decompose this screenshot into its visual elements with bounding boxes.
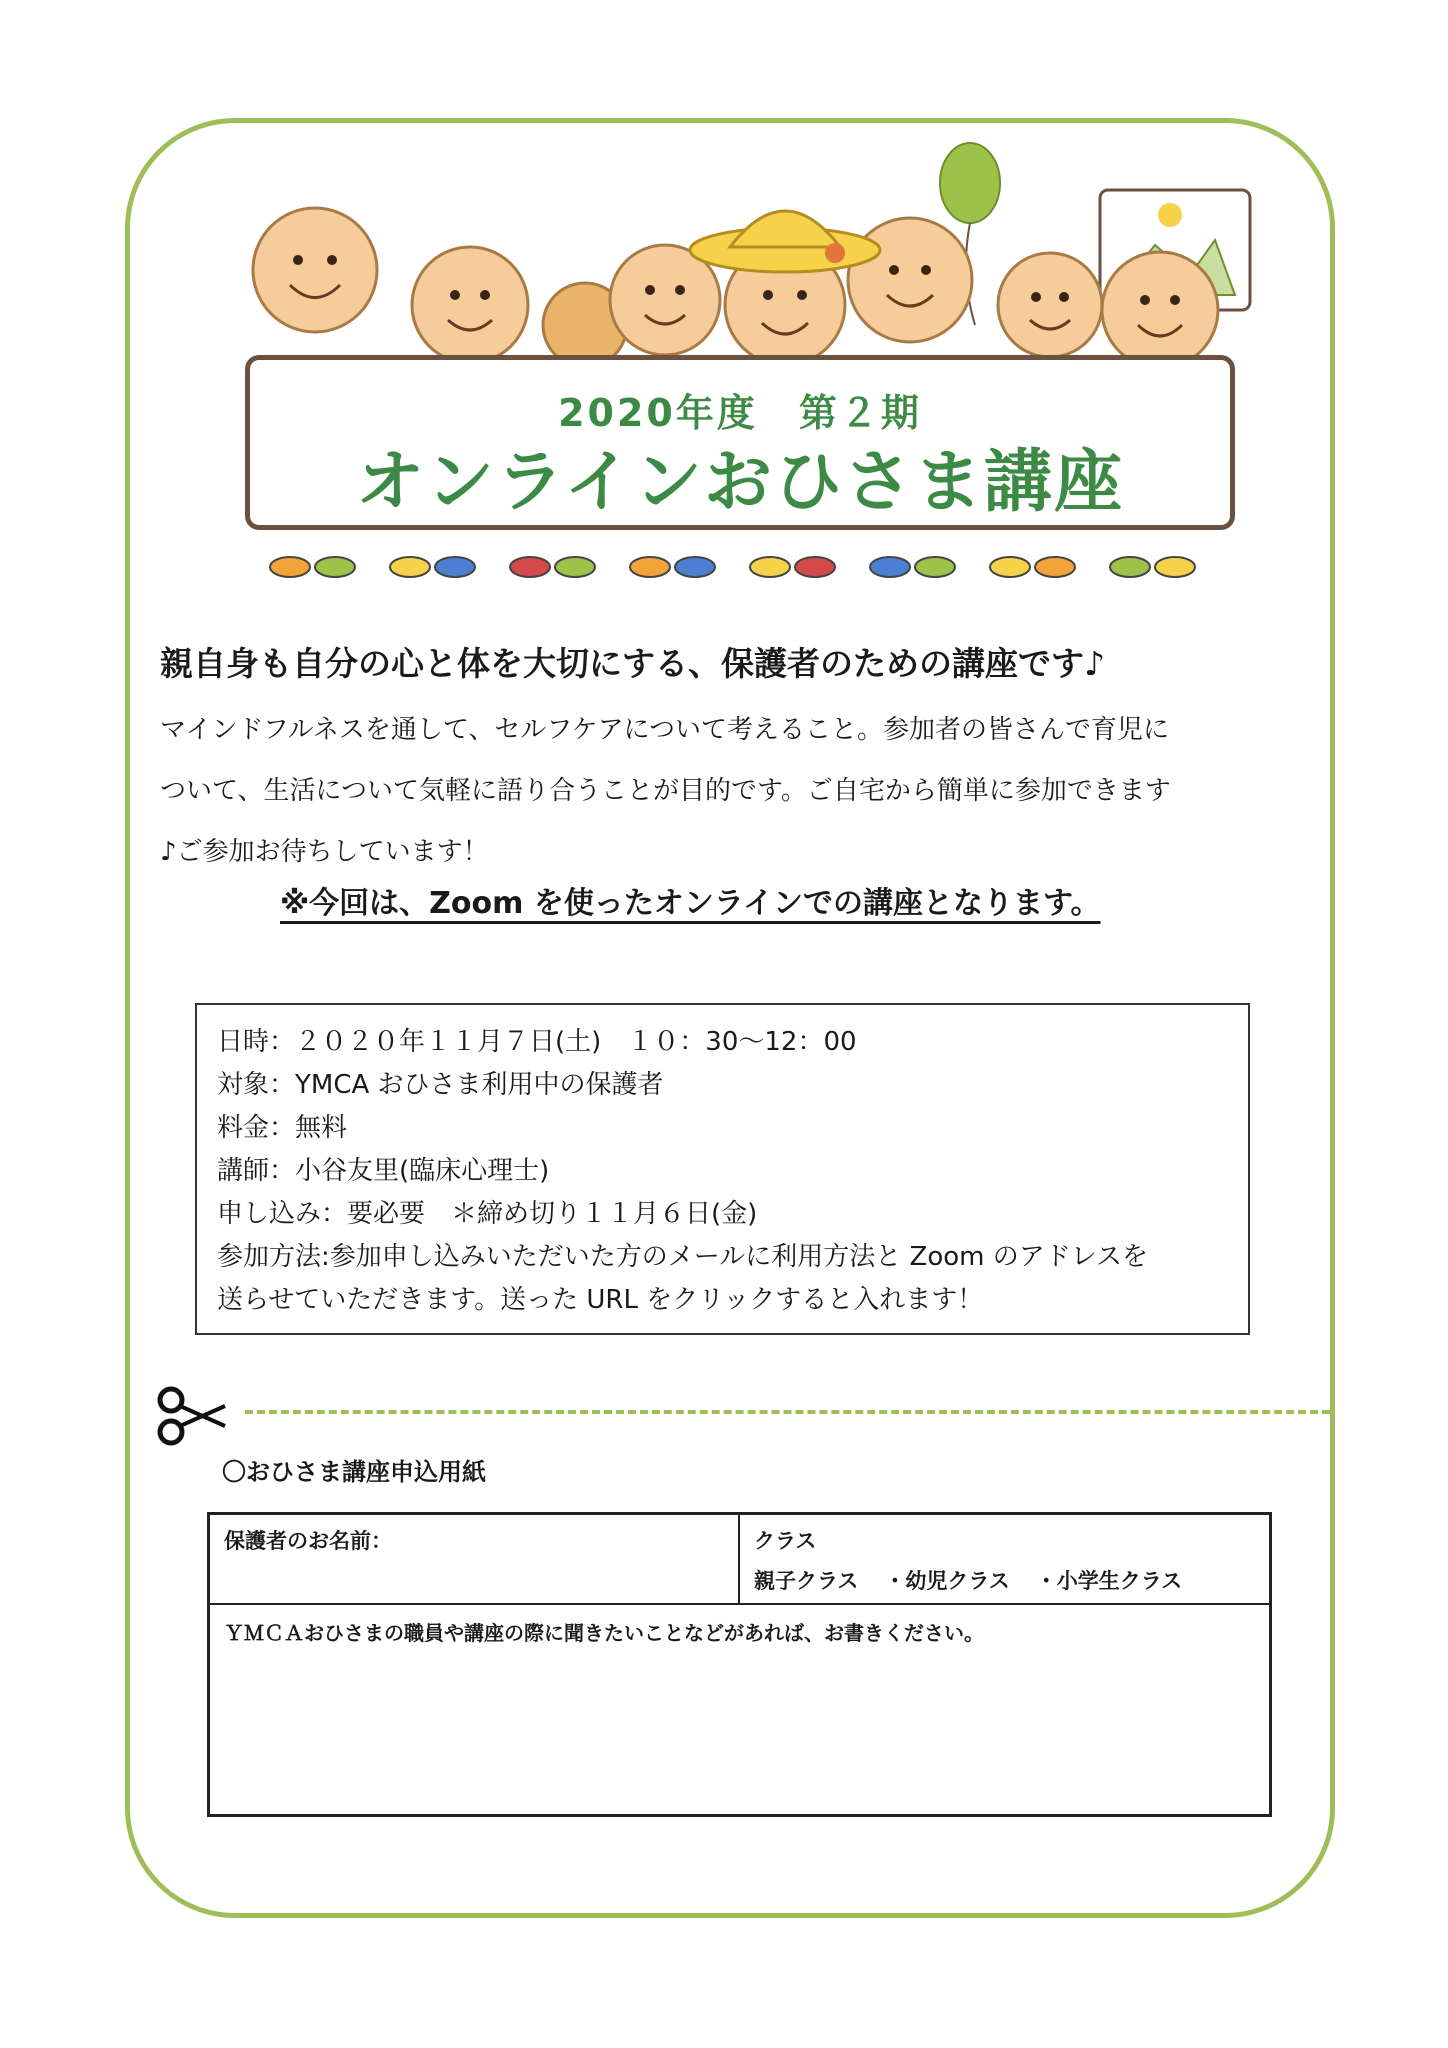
guardian-name-label: 保護者のお名前： <box>224 1528 392 1553</box>
questions-note: ＹＭＣＡおひさまの職員や講座の際に聞きたいことなどがあれば、お書きください。 <box>224 1621 984 1645</box>
class-option-toddler[interactable]: ・幼児クラス <box>884 1568 1010 1593</box>
info-lecturer: 講師：小谷友里(臨床心理士) <box>217 1156 550 1186</box>
lead-text: 親自身も自分の心と体を大切にする、保護者のための講座です♪ <box>160 644 1106 683</box>
form-title: 〇おひさま講座申込用紙 <box>222 1458 486 1486</box>
intro-line: マインドフルネスを通して、セルフケアについて考えること。参加者の皆さんで育児に <box>160 715 1170 745</box>
online-notice: ※今回は、Zoom を使ったオンラインでの講座となります。 <box>280 886 1101 921</box>
class-label: クラス <box>754 1528 817 1553</box>
scissors-icon <box>155 1378 229 1452</box>
class-option-parent-child[interactable]: 親子クラス <box>754 1568 859 1593</box>
info-target: 対象：YMCA おひさま利用中の保護者 <box>217 1070 664 1100</box>
intro-line: ついて、生活について気軽に語り合うことが目的です。ご自宅から簡単に参加できます <box>160 776 1171 806</box>
class-options <box>754 1565 1208 1595</box>
class-field[interactable] <box>740 1515 1269 1605</box>
info-application: 申し込み：要必要 ＊締め切り１１月６日(金) <box>217 1199 758 1229</box>
info-fee: 料金：無料 <box>217 1113 348 1143</box>
title-banner <box>245 355 1235 530</box>
intro-line: ♪ご参加お待ちしています！ <box>160 837 489 867</box>
intro-paragraph <box>160 700 1290 883</box>
banner-title: オンラインおひさま講座 <box>356 443 1124 522</box>
info-method-line: 参加方法:参加申し込みいただいた方のメールに利用方法と Zoom のアドレスを <box>217 1242 1148 1272</box>
class-option-elementary[interactable]: ・小学生クラス <box>1035 1568 1183 1593</box>
info-method-line: 送らせていただきます。送った URL をクリックすると入れます！ <box>217 1285 984 1315</box>
cut-line <box>245 1410 1330 1414</box>
info-datetime: 日時：２０２０年１１月７日(土) １０：30〜12：00 <box>217 1027 857 1057</box>
event-info-box <box>195 1003 1250 1335</box>
application-form <box>207 1512 1272 1817</box>
guardian-name-field[interactable] <box>210 1515 740 1605</box>
banner-subtitle: 2020年度 第２期 <box>558 391 922 435</box>
